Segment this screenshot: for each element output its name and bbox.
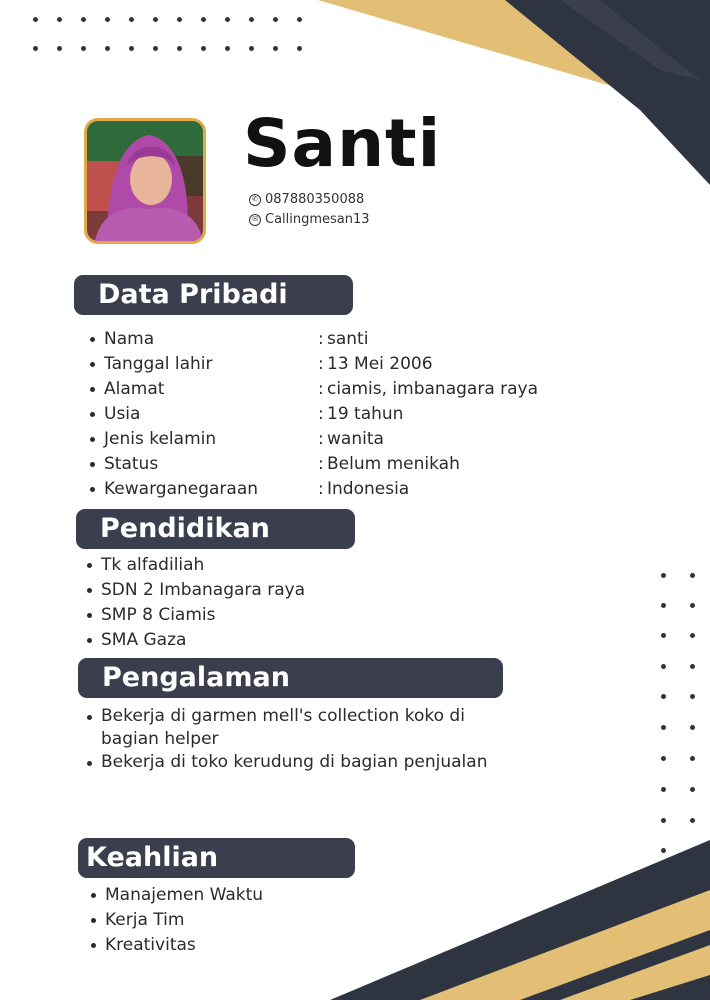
experience-list (87, 705, 517, 774)
list-item: Jenis kelamin : wanita (90, 427, 538, 452)
email-row (249, 212, 370, 227)
list-item: Status : Belum menikah (90, 452, 538, 477)
list-item: Tanggal lahir : 13 Mei 2006 (90, 352, 538, 377)
phone-number: 087880350088 (265, 192, 365, 207)
personal-list (90, 327, 538, 502)
list-item: Kerja Tim (91, 908, 263, 933)
list-item: Bekerja di garmen mell's collection koko di bagian helper (87, 705, 517, 751)
list-item: SMP 8 Ciamis (87, 603, 305, 628)
profile-photo (84, 118, 206, 244)
list-item: Kewarganegaraan : Indonesia (90, 477, 538, 502)
list-item: Usia : 19 tahun (90, 402, 538, 427)
phone-row (249, 192, 364, 207)
phone-icon: ✆ (249, 194, 261, 206)
right-dot-grid (655, 565, 705, 865)
list-item: Bekerja di toko kerudung di bagian penjualan (87, 751, 517, 774)
profile-name: Santi (243, 105, 442, 182)
skills-list (91, 883, 263, 958)
list-item: Tk alfadiliah (87, 553, 305, 578)
list-item: Manajemen Waktu (91, 883, 263, 908)
personal-heading: Data Pribadi (74, 275, 353, 315)
top-dot-grid (0, 0, 330, 60)
email-handle: Callingmesan13 (265, 212, 370, 227)
education-list (87, 553, 305, 653)
skills-heading: Keahlian (78, 838, 355, 878)
experience-heading: Pengalaman (78, 658, 503, 698)
list-item: Alamat : ciamis, imbanagara raya (90, 377, 538, 402)
education-heading: Pendidikan (76, 509, 355, 549)
list-item: Nama : santi (90, 327, 538, 352)
list-item: SMA Gaza (87, 628, 305, 653)
list-item: SDN 2 Imbanagara raya (87, 578, 305, 603)
list-item: Kreativitas (91, 933, 263, 958)
mail-icon: ✉ (249, 214, 261, 226)
